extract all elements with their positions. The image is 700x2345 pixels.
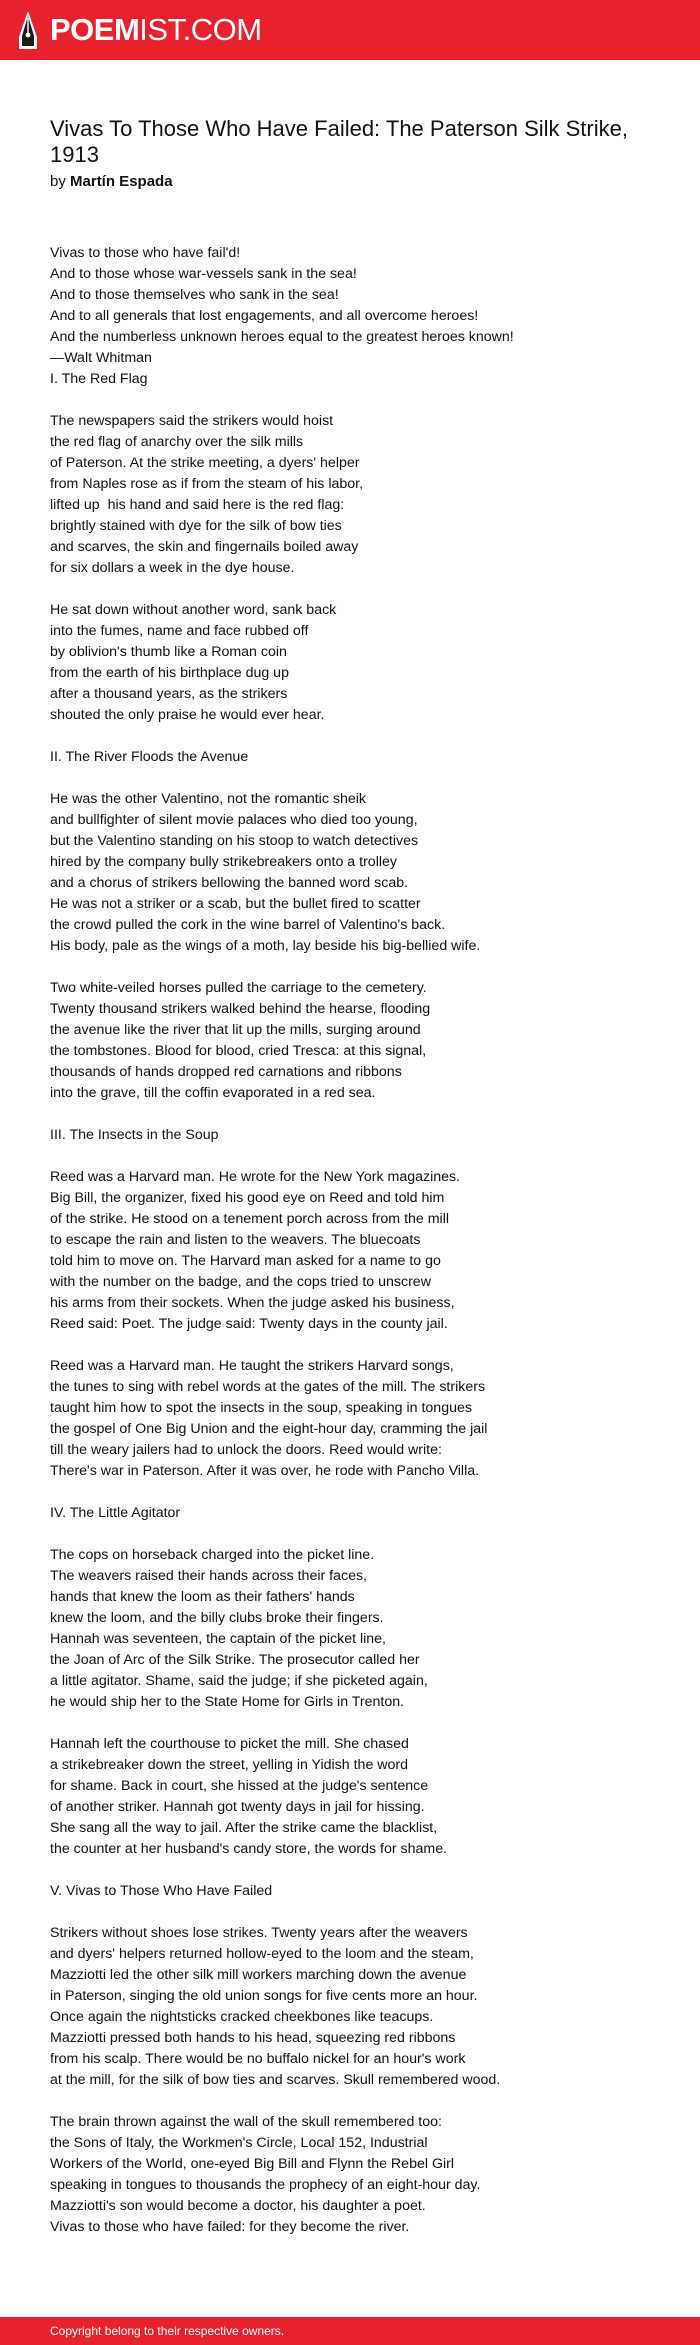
poem-line [50, 1713, 660, 1734]
poem-line: lifted up his hand and said here is the red flag: [50, 497, 345, 513]
poem-line: with the number on the badge, and the cops tried to unscrew [50, 1274, 431, 1290]
poem-line: the Joan of Arc of the Silk Strike. The prosecutor called her [50, 1652, 420, 1668]
poem-line [50, 957, 660, 978]
site-logo[interactable] [18, 10, 262, 50]
author-link[interactable]: Martín Espada [70, 173, 173, 190]
poem-line: knew the loom, and the billy clubs broke their fingers. [50, 1610, 384, 1626]
poem-line: She sang all the way to jail. After the strike came the blacklist, [50, 1820, 438, 1836]
poem-line: into the grave, till the coffin evaporated in a red sea. [50, 1085, 376, 1101]
poem-line: the red flag of anarchy over the silk mills [50, 434, 304, 450]
poem-line: speaking in tongues to thousands the prophecy of an eight-hour day. [50, 2177, 481, 2193]
poem-line: in Paterson, singing the old union songs for five cents more an hour. [50, 1988, 478, 2004]
poem-line: Reed was a Harvard man. He taught the strikers Harvard songs, [50, 1358, 454, 1374]
poem-line: III. The Insects in the Soup [50, 1127, 219, 1143]
poem-line: And the numberless unknown heroes equal to the greatest heroes known! [50, 329, 514, 345]
poem-line: by oblivion's thumb like a Roman coin [50, 644, 287, 660]
copyright-notice: Copyright belong to their respective owners. [50, 2324, 285, 2338]
byline [50, 172, 660, 192]
poem-line [50, 768, 660, 789]
poem-line: of another striker. Hannah got twenty days in jail for hissing. [50, 1799, 425, 1815]
poem-line: Vivas to those who have fail'd! [50, 245, 241, 261]
poem-line: for shame. Back in court, she hissed at the judge's sentence [50, 1778, 429, 1794]
byline-prefix: by [50, 173, 66, 190]
poem-line [50, 1104, 660, 1125]
brand-strong: POEM [50, 12, 140, 47]
poem-line [50, 1902, 660, 1923]
poem-line [50, 1524, 660, 1545]
poem-line: of the strike. He stood on a tenement porch across from the mill [50, 1211, 450, 1227]
poem-body [50, 243, 660, 2238]
poem-line: IV. The Little Agitator [50, 1505, 181, 1521]
brand-light: IST.COM [139, 12, 262, 47]
poem-line: into the fumes, name and face rubbed off [50, 623, 309, 639]
poem-line [50, 1860, 660, 1881]
poem-line: The newspapers said the strikers would hoist [50, 413, 334, 429]
poem-line: and a chorus of strikers bellowing the banned word scab. [50, 875, 409, 891]
poem-line: from Naples rose as if from the steam of his labor, [50, 476, 364, 492]
poem-line [50, 1482, 660, 1503]
poem-line: shouted the only praise he would ever hear. [50, 707, 325, 723]
poem-line: Workers of the World, one-eyed Big Bill and Flynn the Rebel Girl [50, 2156, 455, 2172]
poem-line: told him to move on. The Harvard man asked for a name to go [50, 1253, 441, 1269]
brand-name [50, 12, 262, 48]
poem-line: —Walt Whitman [50, 350, 152, 366]
poem-line: V. Vivas to Those Who Have Failed [50, 1883, 273, 1899]
poem-line: the tunes to sing with rebel words at the gates of the mill. The strikers [50, 1379, 486, 1395]
poem-line: He was the other Valentino, not the romantic sheik [50, 791, 366, 807]
poem-line: the Sons of Italy, the Workmen's Circle, Local 152, Industrial [50, 2135, 428, 2151]
poem-line: for six dollars a week in the dye house. [50, 560, 295, 576]
poem-line: from his scalp. There would be no buffalo nickel for an hour's work [50, 2051, 466, 2067]
poem-line: Hannah was seventeen, the captain of the picket line, [50, 1631, 386, 1647]
poem-line: And to all generals that lost engagements, and all overcome heroes! [50, 308, 479, 324]
site-footer [0, 2317, 700, 2345]
poem-line [50, 726, 660, 747]
poem-line: to escape the rain and listen to the weavers. The bluecoats [50, 1232, 421, 1248]
poem-line: He was not a striker or a scab, but the bullet fired to scatter [50, 896, 421, 912]
poem-line: taught him how to spot the insects in the soup, speaking in tongues [50, 1400, 472, 1416]
poem-line: And to those whose war-vessels sank in the sea! [50, 266, 357, 282]
poem-line: Twenty thousand strikers walked behind the hearse, flooding [50, 1001, 431, 1017]
poem-line: Mazziotti pressed both hands to his head, squeezing red ribbons [50, 2030, 456, 2046]
poem-line: brightly stained with dye for the silk of bow ties [50, 518, 342, 534]
poem-header [50, 116, 660, 192]
poem-line [50, 1146, 660, 1167]
poem-line: and dyers' helpers returned hollow-eyed to the loom and the steam, [50, 1946, 474, 1962]
poem-line: after a thousand years, as the strikers [50, 686, 288, 702]
poem-line: hired by the company bully strikebreakers onto a trolley [50, 854, 397, 870]
poem-line: II. The River Floods the Avenue [50, 749, 249, 765]
poem-line: from the earth of his birthplace dug up [50, 665, 289, 681]
poem-title: Vivas To Those Who Have Failed: The Paterson Silk Strike, 1913 [50, 116, 628, 167]
poem-line [50, 579, 660, 600]
poem-line: And to those themselves who sank in the sea! [50, 287, 339, 303]
poem-line: a little agitator. Shame, said the judge; if she picketed again, [50, 1673, 428, 1689]
poem-line: and scarves, the skin and fingernails boiled away [50, 539, 359, 555]
site-header [0, 0, 700, 60]
poem-line: a strikebreaker down the street, yelling in Yidish the word [50, 1757, 409, 1773]
pen-nib-icon [18, 10, 38, 50]
poem-line: I. The Red Flag [50, 371, 148, 387]
poem-line: He sat down without another word, sank back [50, 602, 337, 618]
poem-line: Once again the nightsticks cracked cheekbones like teacups. [50, 2009, 434, 2025]
poem-line: Strikers without shoes lose strikes. Twenty years after the weavers [50, 1925, 468, 1941]
poem-line: His body, pale as the wings of a moth, lay beside his big-bellied wife. [50, 938, 481, 954]
poem-line: Vivas to those who have failed: for they become the river. [50, 2219, 410, 2235]
poem-line: the counter at her husband's candy store, the words for shame. [50, 1841, 448, 1857]
poem-line: The cops on horseback charged into the picket line. [50, 1547, 375, 1563]
poem-line: his arms from their sockets. When the judge asked his business, [50, 1295, 455, 1311]
poem-line: thousands of hands dropped red carnations and ribbons [50, 1064, 402, 1080]
poem-line: the avenue like the river that lit up the mills, surging around [50, 1022, 421, 1038]
poem-line: Mazziotti led the other silk mill workers marching down the avenue [50, 1967, 467, 1983]
poem-line: Two white-veiled horses pulled the carriage to the cemetery. [50, 980, 427, 996]
poem-line: The weavers raised their hands across their faces, [50, 1568, 368, 1584]
poem-line: The brain thrown against the wall of the skull remembered too: [50, 2114, 442, 2130]
poem-line: but the Valentino standing on his stoop to watch detectives [50, 833, 419, 849]
poem-line: Hannah left the courthouse to picket the mill. She chased [50, 1736, 409, 1752]
poem-line: and bullfighter of silent movie palaces who died too young, [50, 812, 418, 828]
poem-line: the crowd pulled the cork in the wine barrel of Valentino's back. [50, 917, 446, 933]
poem-line: the tombstones. Blood for blood, cried Tresca: at this signal, [50, 1043, 427, 1059]
poem-line: Mazziotti's son would become a doctor, his daughter a poet. [50, 2198, 426, 2214]
poem-line [50, 390, 660, 411]
poem-line: at the mill, for the silk of bow ties and scarves. Skull remembered wood. [50, 2072, 501, 2088]
poem-line: hands that knew the loom as their fathers' hands [50, 1589, 355, 1605]
poem-line: There's war in Paterson. After it was over, he rode with Pancho Villa. [50, 1463, 480, 1479]
poem-line: of Paterson. At the strike meeting, a dyers' helper [50, 455, 360, 471]
poem-line: Reed said: Poet. The judge said: Twenty days in the county jail. [50, 1316, 448, 1332]
poem-line: Reed was a Harvard man. He wrote for the New York magazines. [50, 1169, 461, 1185]
poem-line [50, 2091, 660, 2112]
poem-line [50, 1335, 660, 1356]
poem-line: till the weary jailers had to unlock the doors. Reed would write: [50, 1442, 442, 1458]
poem-line: the gospel of One Big Union and the eight-hour day, cramming the jail [50, 1421, 488, 1437]
poem-line: Big Bill, the organizer, fixed his good eye on Reed and told him [50, 1190, 445, 1206]
poem-line: he would ship her to the State Home for Girls in Trenton. [50, 1694, 405, 1710]
